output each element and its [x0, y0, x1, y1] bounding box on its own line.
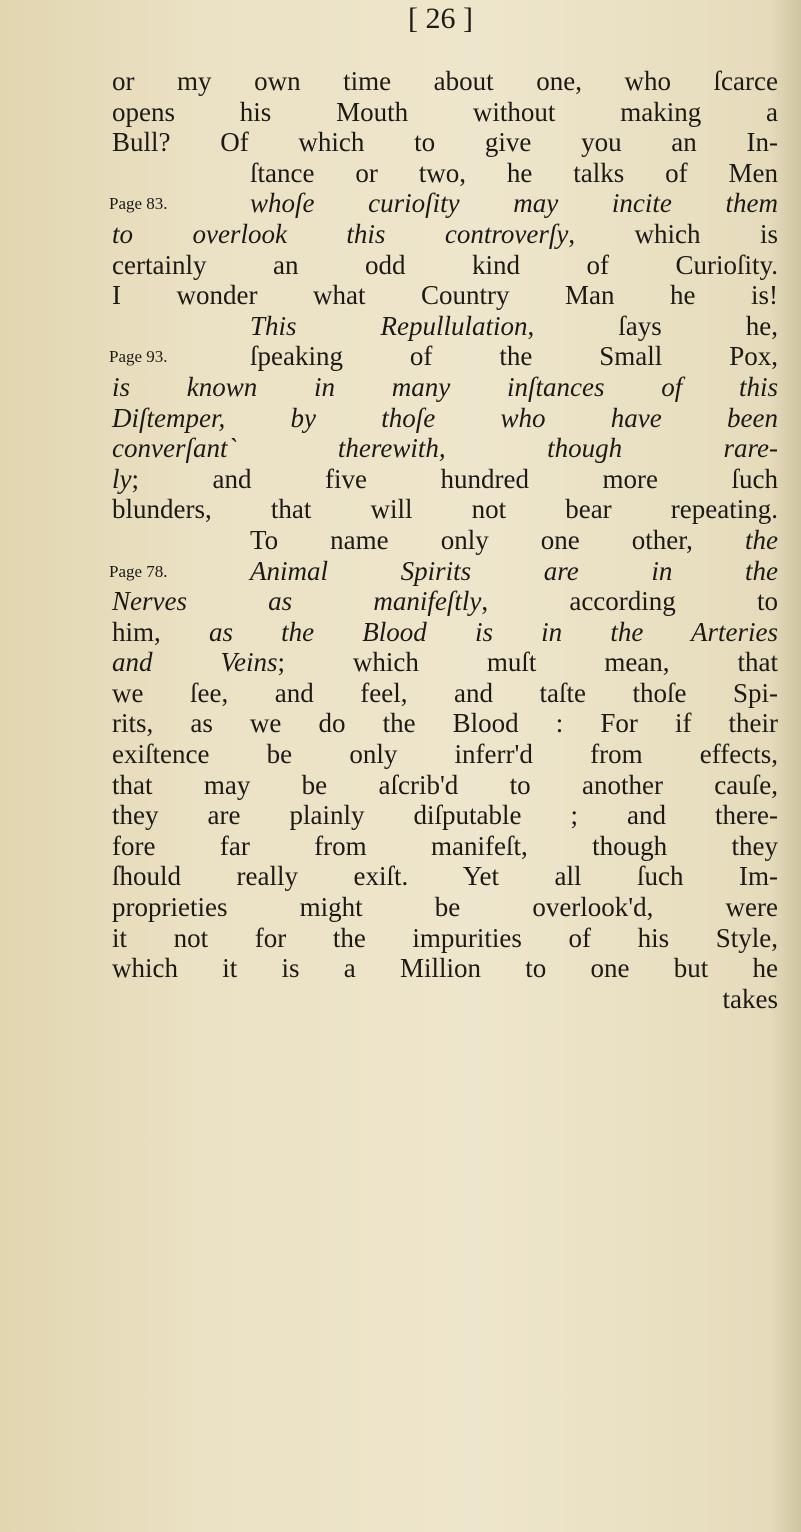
roman-text: , which is — [568, 218, 778, 249]
text-line — [112, 708, 778, 739]
line-content — [112, 892, 778, 923]
text-line — [112, 311, 778, 342]
line-content — [112, 494, 778, 525]
roman-text: , according to — [481, 586, 778, 617]
roman-text: it not for the impurities of his Style, — [112, 922, 778, 953]
italic-text: and Veins — [112, 647, 278, 678]
line-content — [112, 372, 778, 403]
text-line — [112, 678, 778, 709]
line-content — [112, 861, 778, 892]
line-content — [112, 708, 778, 739]
roman-text: ſpeaking of the Small Pox, — [250, 341, 778, 372]
roman-text: him, — [112, 616, 209, 647]
line-content — [250, 311, 778, 342]
line-content — [250, 158, 778, 189]
line-content — [112, 923, 778, 954]
text-line — [112, 127, 778, 158]
line-content — [112, 678, 778, 709]
line-content — [112, 647, 778, 678]
text-line — [112, 586, 778, 617]
roman-text: I wonder what Country Man he is! — [112, 280, 778, 311]
text-line — [112, 647, 778, 678]
line-content — [112, 403, 778, 434]
italic-text: as the Blood is in the Arteries — [208, 616, 778, 647]
text-line — [109, 555, 778, 587]
text-line — [112, 158, 778, 189]
italic-text: Diſtemper, by thoſe who have been — [112, 402, 778, 433]
italic-text: to overlook this controverſy — [112, 218, 569, 249]
roman-text: which it is a Million to one but he — [112, 953, 778, 984]
text-line — [112, 433, 778, 464]
line-content — [112, 586, 778, 617]
roman-text: opens his Mouth without making a — [112, 96, 778, 127]
text-line — [112, 739, 778, 770]
text-line — [112, 403, 778, 434]
roman-text: ſtance or two, he talks of Men — [250, 157, 778, 188]
text-line — [112, 861, 778, 892]
line-content — [112, 739, 778, 770]
text-line — [112, 770, 778, 801]
line-content — [112, 97, 778, 128]
text-line — [112, 831, 778, 862]
roman-text: certainly an odd kind of Curioſity. — [112, 249, 778, 280]
line-content — [112, 127, 778, 158]
roman-text: takes — [722, 983, 778, 1014]
text-line — [112, 219, 778, 250]
line-content — [112, 984, 778, 1015]
margin-page-reference: Page 93. — [109, 347, 168, 367]
line-content — [112, 617, 778, 648]
roman-text: Bull? Of which to give you an In- — [112, 127, 778, 158]
italic-text: This Repullulation — [250, 310, 528, 341]
italic-text: whoſe curioſity may incite them — [250, 188, 778, 219]
line-content — [112, 66, 778, 97]
text-line — [112, 617, 778, 648]
italic-text: Nerves as manifeſtly — [112, 586, 482, 617]
italic-text: Animal Spirits are in the — [250, 555, 778, 586]
text-line — [109, 188, 778, 219]
text-line — [112, 280, 778, 311]
line-content — [250, 188, 778, 219]
text-line — [112, 372, 778, 403]
line-content — [112, 800, 778, 831]
line-content — [250, 556, 778, 587]
roman-text: rits, as we do the Blood : For if their — [112, 708, 778, 739]
line-content — [112, 953, 778, 984]
roman-text: ; which muſt mean, that — [277, 647, 778, 678]
line-content — [112, 433, 778, 464]
text-line — [112, 953, 778, 984]
italic-text: ly — [112, 463, 132, 494]
text-line — [112, 892, 778, 923]
roman-text: ; and five hundred more ſuch — [131, 463, 778, 494]
text-line — [112, 923, 778, 954]
italic-text: is known in many inſtances of this — [112, 371, 778, 402]
text-line — [112, 984, 778, 1015]
line-content — [112, 464, 778, 495]
margin-page-reference: Page 83. — [109, 194, 168, 214]
roman-text: that may be aſcrib'd to another cauſe, — [112, 769, 778, 800]
italic-text: the — [745, 524, 778, 555]
text-line — [112, 800, 778, 831]
roman-text: they are plainly diſputable ; and there- — [112, 800, 778, 831]
text-line — [112, 525, 778, 556]
page-number: [ 26 ] — [408, 2, 473, 35]
line-content — [112, 280, 778, 311]
text-line — [112, 494, 778, 525]
line-content — [112, 250, 778, 281]
roman-text: , ſays he, — [527, 310, 778, 341]
margin-page-reference: Page 78. — [109, 561, 168, 581]
line-content — [112, 770, 778, 801]
roman-text: exiſtence be only inferr'd from effects, — [112, 739, 778, 770]
text-line — [112, 250, 778, 281]
roman-text: blunders, that will not bear repeating. — [112, 494, 778, 525]
roman-text: ſhould really exiſt. Yet all ſuch Im- — [112, 861, 778, 892]
body-text — [109, 66, 778, 1014]
text-line — [112, 464, 778, 495]
roman-text: we ſee, and feel, and taſte thoſe Spi- — [112, 677, 778, 708]
roman-text: proprieties might be overlook'd, were — [112, 892, 778, 923]
line-content — [250, 525, 778, 556]
text-line — [112, 97, 778, 128]
line-content — [250, 341, 778, 372]
text-line — [112, 66, 778, 97]
roman-text: To name only one other, — [250, 524, 745, 555]
roman-text: or my own time about one, who ſcarce — [112, 66, 778, 96]
text-line — [109, 341, 778, 372]
line-content — [112, 831, 778, 862]
line-content — [112, 219, 778, 250]
roman-text: fore far from manifeſt, though they — [112, 830, 778, 861]
italic-text: converſant` therewith, though rare- — [112, 433, 778, 464]
